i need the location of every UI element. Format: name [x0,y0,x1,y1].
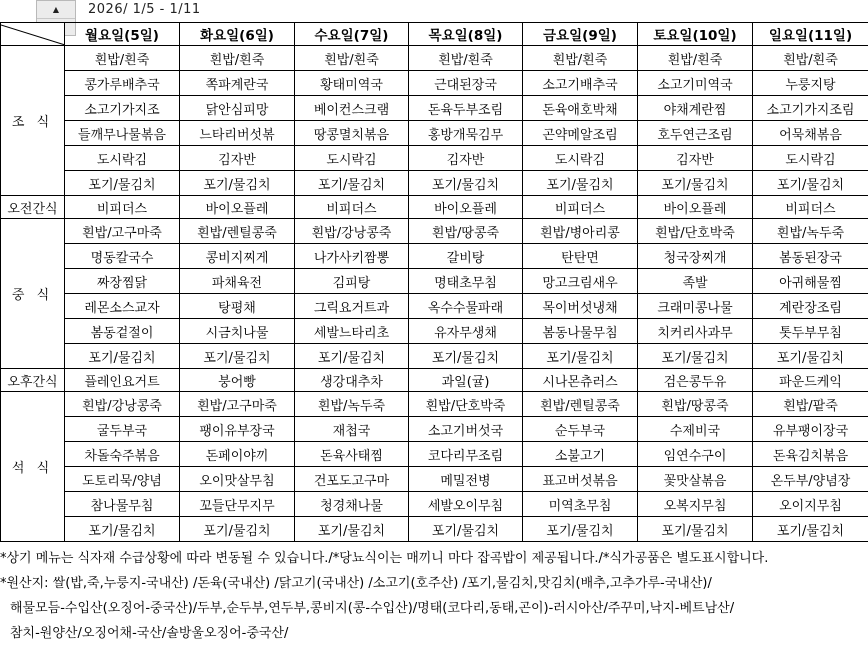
menu-item: 임연수구이 [638,442,753,467]
menu-item: 표고버섯볶음 [523,467,638,492]
menu-item: 흰밥/흰죽 [638,46,753,71]
menu-item: 오이맛살무침 [180,467,295,492]
day-header: 화요일(6일) [180,23,295,46]
spinner-up-icon[interactable]: ▲ [52,5,60,14]
menu-item: 흰밥/흰죽 [65,46,180,71]
menu-item: 망고크림새우 [523,269,638,294]
menu-item: 코다리무조림 [409,442,523,467]
menu-item: 건포도고구마 [295,467,409,492]
menu-item: 포기/물김치 [638,171,753,196]
snack-item: 플레인요거트 [65,369,180,392]
menu-item: 흰밥/땅콩죽 [638,392,753,417]
menu-item: 소고기가지조림 [753,96,868,121]
menu-item: 흰밥/렌틸콩죽 [523,392,638,417]
menu-item: 명태초무침 [409,269,523,294]
lunch-row [1,319,868,344]
lunch-row [1,219,868,244]
menu-item: 굴두부국 [65,417,180,442]
menu-item: 포기/물김치 [65,171,180,196]
menu-item: 흰밥/강낭콩죽 [295,219,409,244]
note-line: *원산지: 쌀(밥,죽,누룽지-국내산) /돈육(국내산) /닭고기(국내산) /소고기(호주산) /포기,물김치,맛김치(배추,고추가루-국내산)/ [0,576,712,591]
breakfast-row [1,171,868,196]
menu-item: 곤약메알조림 [523,121,638,146]
pm_snack-label: 오후간식 [1,369,65,392]
menu-item: 호두연근조림 [638,121,753,146]
menu-item: 소불고기 [523,442,638,467]
menu-item: 세발느타리초 [295,319,409,344]
snack-item: 바이오플레 [409,196,523,219]
am_snack-label: 오전간식 [1,196,65,219]
menu-item: 봄동나물무침 [523,319,638,344]
menu-item: 포기/물김치 [638,344,753,369]
menu-item: 아귀해물찜 [753,269,868,294]
menu-item: 근대된장국 [409,71,523,96]
menu-item: 포기/물김치 [295,517,409,542]
breakfast-row [1,46,868,71]
menu-item: 크래미콩나물 [638,294,753,319]
menu-item: 도시락김 [295,146,409,171]
menu-item: 차돌숙주볶음 [65,442,180,467]
breakfast-row [1,71,868,96]
day-header: 금요일(9일) [523,23,638,46]
menu-item: 포기/물김치 [180,517,295,542]
menu-item: 재첩국 [295,417,409,442]
menu-item: 그릭요거트과 [295,294,409,319]
menu-item: 돈페이야끼 [180,442,295,467]
menu-item: 베이컨스크램 [295,96,409,121]
menu-item: 흰밥/고구마죽 [180,392,295,417]
menu-item: 김자반 [180,146,295,171]
menu-item: 파채육전 [180,269,295,294]
menu-item: 도시락김 [65,146,180,171]
note-line: *상기 메뉴는 식자재 수급상황에 따라 변동될 수 있습니다./*당뇨식이는 매끼니 마다 잡곡밥이 제공됩니다./*식가공품은 별도표시합니다. [0,551,769,566]
corner-cell [1,23,65,46]
menu-item: 오이지무침 [753,492,868,517]
menu-item: 오복지무침 [638,492,753,517]
menu-item: 도시락김 [523,146,638,171]
menu-item: 청국장찌개 [638,244,753,269]
snack-item: 바이오플레 [638,196,753,219]
menu-item: 나가사키짬뽕 [295,244,409,269]
menu-item: 소고기버섯국 [409,417,523,442]
breakfast-row [1,121,868,146]
snack-item: 바이오플레 [180,196,295,219]
menu-item: 봄동된장국 [753,244,868,269]
menu-item: 포기/물김치 [523,344,638,369]
menu-item: 흰밥/녹두죽 [753,219,868,244]
day-header: 목요일(8일) [409,23,523,46]
menu-item: 소고기배추국 [523,71,638,96]
menu-item: 포기/물김치 [65,517,180,542]
menu-item: 짜장찜닭 [65,269,180,294]
menu-item: 옥수수물파래 [409,294,523,319]
menu-item: 레몬소스교자 [65,294,180,319]
notes-section [0,546,868,646]
dinner-row [1,467,868,492]
menu-item: 도시락김 [753,146,868,171]
menu-item: 콩가루배추국 [65,71,180,96]
day-header: 월요일(5일) [65,23,180,46]
dinner-row [1,492,868,517]
menu-item: 홍방개묵김무 [409,121,523,146]
menu-item: 도토리묵/양념 [65,467,180,492]
menu-item: 포기/물김치 [180,344,295,369]
breakfast-row [1,146,868,171]
menu-item: 흰밥/흰죽 [180,46,295,71]
diagonal-line [1,23,65,45]
menu-item: 치커리사과무 [638,319,753,344]
menu-item: 어묵채볶음 [753,121,868,146]
menu-item: 순두부국 [523,417,638,442]
menu-item: 유자무생채 [409,319,523,344]
menu-item: 들깨무나물볶음 [65,121,180,146]
menu-item: 흰밥/팥죽 [753,392,868,417]
top-bar [0,0,868,22]
weekly-menu-table [0,22,868,542]
snack-item: 시나몬츄러스 [523,369,638,392]
menu-item: 흰밥/흰죽 [409,46,523,71]
dinner-row [1,517,868,542]
menu-item: 목이버섯냉채 [523,294,638,319]
menu-item: 참나물무침 [65,492,180,517]
menu-item: 흰밥/흰죽 [753,46,868,71]
snack-item: 비피더스 [523,196,638,219]
lunch-row [1,244,868,269]
menu-item: 소고기가지조 [65,96,180,121]
date-range: 2026/ 1/5 - 1/11 [88,2,201,17]
menu-item: 봄동겉절이 [65,319,180,344]
menu-item: 포기/물김치 [409,171,523,196]
menu-item: 돈육김치볶음 [753,442,868,467]
menu-item: 김자반 [409,146,523,171]
menu-item: 돈육애호박채 [523,96,638,121]
snack-item: 검은콩두유 [638,369,753,392]
menu-item: 콩비지찌게 [180,244,295,269]
menu-item: 시금치나물 [180,319,295,344]
note-line: 참치-원양산/오징어채-국산/솔방울오징어-중국산/ [10,626,289,641]
menu-item: 포기/물김치 [753,517,868,542]
menu-item: 포기/물김치 [638,517,753,542]
menu-item: 황태미역국 [295,71,409,96]
menu-item: 느타리버섯볶 [180,121,295,146]
menu-item: 땅콩멸치볶음 [295,121,409,146]
menu-item: 흰밥/단호박죽 [638,219,753,244]
lunch-row [1,294,868,319]
snack-item: 붕어빵 [180,369,295,392]
menu-item: 흰밥/병아리콩 [523,219,638,244]
breakfast-label: 조 식 [1,46,65,196]
note-line: 해물모듬-수입산(오징어-중국산)/두부,순두부,연두부,콩비지(콩-수입산)/명태(코다리,동태,곤이)-러시아산/주꾸미,낙지-베트남산/ [10,601,735,616]
menu-item: 명동칼국수 [65,244,180,269]
dinner-row [1,417,868,442]
lunch-label: 중 식 [1,219,65,369]
menu-item: 세발오이무침 [409,492,523,517]
menu-item: 돈육두부조림 [409,96,523,121]
day-header-row [1,23,868,46]
menu-item: 미역초무침 [523,492,638,517]
menu-item: 포기/물김치 [523,171,638,196]
dinner-label: 석 식 [1,392,65,542]
menu-item: 흰밥/흰죽 [523,46,638,71]
menu-item: 흰밥/고구마죽 [65,219,180,244]
menu-item: 야채계란찜 [638,96,753,121]
menu-item: 흰밥/렌틸콩죽 [180,219,295,244]
menu-item: 꼬들단무지무 [180,492,295,517]
menu-item: 흰밥/강낭콩죽 [65,392,180,417]
menu-item: 닭안심피망 [180,96,295,121]
menu-item: 포기/물김치 [65,344,180,369]
menu-item: 쪽파계란국 [180,71,295,96]
lunch-row [1,344,868,369]
lunch-row [1,269,868,294]
menu-item: 족발 [638,269,753,294]
snack-item: 비피더스 [295,196,409,219]
menu-item: 꽃맛살볶음 [638,467,753,492]
menu-item: 포기/물김치 [295,171,409,196]
menu-item: 포기/물김치 [753,171,868,196]
menu-item: 포기/물김치 [409,517,523,542]
menu-item: 포기/물김치 [753,344,868,369]
menu-item: 소고기미역국 [638,71,753,96]
menu-item: 탕평채 [180,294,295,319]
snack-item: 파운드케익 [753,369,868,392]
day-header: 토요일(10일) [638,23,753,46]
menu-item: 포기/물김치 [523,517,638,542]
snack-item: 생강대추차 [295,369,409,392]
day-header: 수요일(7일) [295,23,409,46]
snack-item: 비피더스 [753,196,868,219]
menu-item: 돈육사태찜 [295,442,409,467]
menu-item: 톳두부무침 [753,319,868,344]
snack-item: 비피더스 [65,196,180,219]
menu-item: 팽이유부장국 [180,417,295,442]
menu-item: 포기/물김치 [180,171,295,196]
menu-item: 청경채나물 [295,492,409,517]
dinner-row [1,392,868,417]
menu-item: 흰밥/흰죽 [295,46,409,71]
menu-item: 김자반 [638,146,753,171]
menu-item: 포기/물김치 [295,344,409,369]
am_snack-row [1,196,868,219]
menu-item: 유부팽이장국 [753,417,868,442]
menu-item: 수제비국 [638,417,753,442]
menu-item: 흰밥/단호박죽 [409,392,523,417]
menu-item: 흰밥/녹두죽 [295,392,409,417]
menu-item: 흰밥/땅콩죽 [409,219,523,244]
menu-item: 탄탄면 [523,244,638,269]
pm_snack-row [1,369,868,392]
breakfast-row [1,96,868,121]
menu-item: 온두부/양념장 [753,467,868,492]
dinner-row [1,442,868,467]
menu-item: 김피탕 [295,269,409,294]
menu-item: 포기/물김치 [409,344,523,369]
menu-item: 계란장조림 [753,294,868,319]
menu-item: 메밀전병 [409,467,523,492]
menu-item: 누룽지탕 [753,71,868,96]
day-header: 일요일(11일) [753,23,868,46]
snack-item: 과일(귤) [409,369,523,392]
menu-item: 갈비탕 [409,244,523,269]
